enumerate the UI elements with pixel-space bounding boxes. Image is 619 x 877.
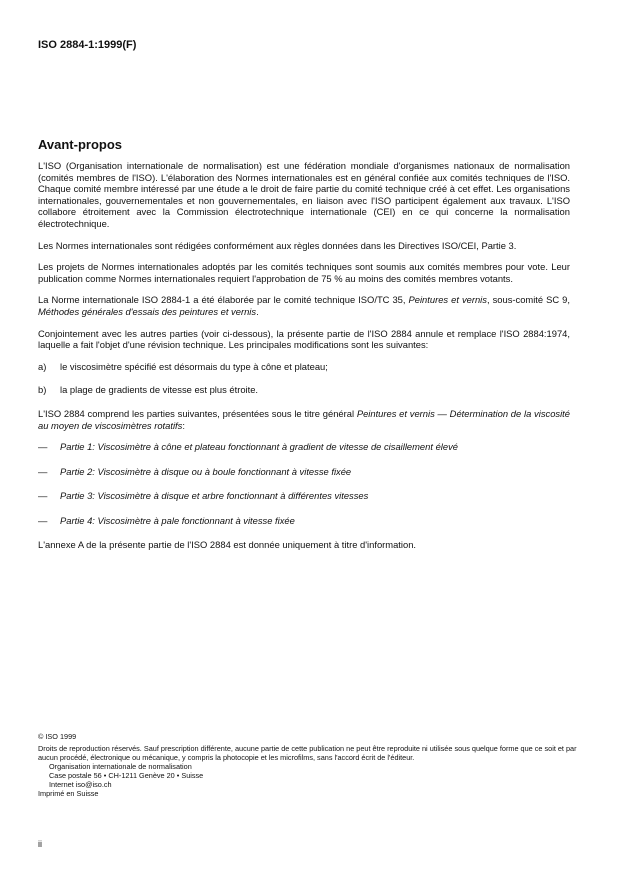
page-number: ii: [38, 839, 42, 849]
section-heading: Avant-propos: [38, 137, 123, 152]
copyright-line: © ISO 1999: [38, 732, 77, 741]
list-text: la plage de gradients de vitesse est plus étroite.: [60, 384, 259, 396]
rights-statement: Droits de reproduction réservés. Sauf prescription différente, aucune partie de cette publication ne peut être reproduite ni utilisée sous quelque forme que ce soit et par aucun procédé, électronique ou mécanique, y compris la photocopie et les microfilms, sans l'accord écrit de l'éditeur.: [38, 744, 577, 762]
committee-text-2: , sous-comité SC 9,: [486, 294, 570, 306]
printed-in: Imprimé en Suisse: [38, 789, 99, 798]
parts-intro-colon: :: [182, 419, 185, 431]
internet-contact: Internet iso@iso.ch: [49, 780, 112, 789]
list-text: le viscosimètre spécifié est désormais du type à cône et plateau;: [60, 360, 328, 372]
dash-marker: —: [38, 514, 48, 526]
dash-marker: —: [38, 465, 48, 477]
paragraph-committee: [38, 294, 570, 317]
part-title: Partie 2: Viscosimètre à disque ou à boule fonctionnant à vitesse fixée: [60, 465, 352, 477]
list-marker: b): [38, 384, 47, 396]
committee-text-1: La Norme internationale ISO 2884-1 a été élaborée par le comité technique ISO/TC 35,: [38, 294, 409, 306]
paragraph-iso-intro: L'ISO (Organisation internationale de normalisation) est une fédération mondiale d'organismes nationaux de normalisation (comités membres de l'ISO). L'élaboration des Normes internationales est en général confiée aux comités techniques de l'ISO. Chaque comité membre intéressé par une étude a le droit de faire partie du comité technique créé à cet effet. Les organisations internationales, gouvernementales et non gouvernementales, en liaison avec l'ISO participent également aux travaux. L'ISO collabore étroitement avec la Commission électrotechnique internationale (CEI) en ce qui concerne la normalisation électrotechnique.: [38, 160, 570, 229]
part-title: Partie 1: Viscosimètre à cône et plateau fonctionnant à gradient de vitesse de cisaillement élevé: [60, 441, 458, 453]
general-title: Peintures et vernis — Détermination de la viscosité au moyen de viscosimètres rotatifs: [38, 407, 570, 431]
list-item: [38, 441, 570, 453]
list-item: [38, 515, 570, 527]
committee-title: Peintures et vernis: [408, 294, 487, 306]
list-item: [38, 384, 570, 396]
dash-marker: —: [38, 441, 48, 453]
list-marker: a): [38, 360, 47, 372]
document-id: ISO 2884-1:1999(F): [38, 39, 137, 51]
committee-text-3: .: [256, 305, 259, 317]
paragraph-parts-intro: [38, 408, 570, 431]
dash-marker: —: [38, 490, 48, 502]
copyright-footer: [38, 732, 583, 798]
list-item: [38, 361, 570, 373]
foreword-body: [38, 160, 570, 561]
part-title: Partie 4: Viscosimètre à pale fonctionnant à vitesse fixée: [60, 514, 295, 526]
parts-intro-text: L'ISO 2884 comprend les parties suivantes, présentées sous le titre général: [38, 407, 357, 419]
paragraph-revision: Conjointement avec les autres parties (voir ci-dessous), la présente partie de l'ISO 2884 annule et remplace l'ISO 2884:1974, laquelle a fait l'objet d'une révision technique. Les principales modifications sont les suivantes:: [38, 327, 570, 351]
part-title: Partie 3: Viscosimètre à disque et arbre fonctionnant à différentes vitesses: [60, 490, 369, 502]
list-item: [38, 466, 570, 478]
paragraph-annex: L'annexe A de la présente partie de l'ISO 2884 est donnée uniquement à titre d'information.: [38, 539, 417, 551]
paragraph-voting: Les projets de Normes internationales adoptés par les comités techniques sont soumis aux comités membres pour vote. Leur publication comme Normes internationales requiert l'approbation de 75 % au moins des comités membres votants.: [38, 261, 570, 284]
list-item: [38, 490, 570, 502]
organization-name: Organisation internationale de normalisation: [49, 762, 192, 771]
paragraph-directives: Les Normes internationales sont rédigées conformément aux règles données dans les Directives ISO/CEI, Partie 3.: [38, 239, 517, 251]
subcommittee-title: Méthodes générales d'essais des peintures et vernis: [38, 305, 257, 317]
postal-address: Case postale 56 • CH-1211 Genève 20 • Suisse: [49, 771, 204, 780]
